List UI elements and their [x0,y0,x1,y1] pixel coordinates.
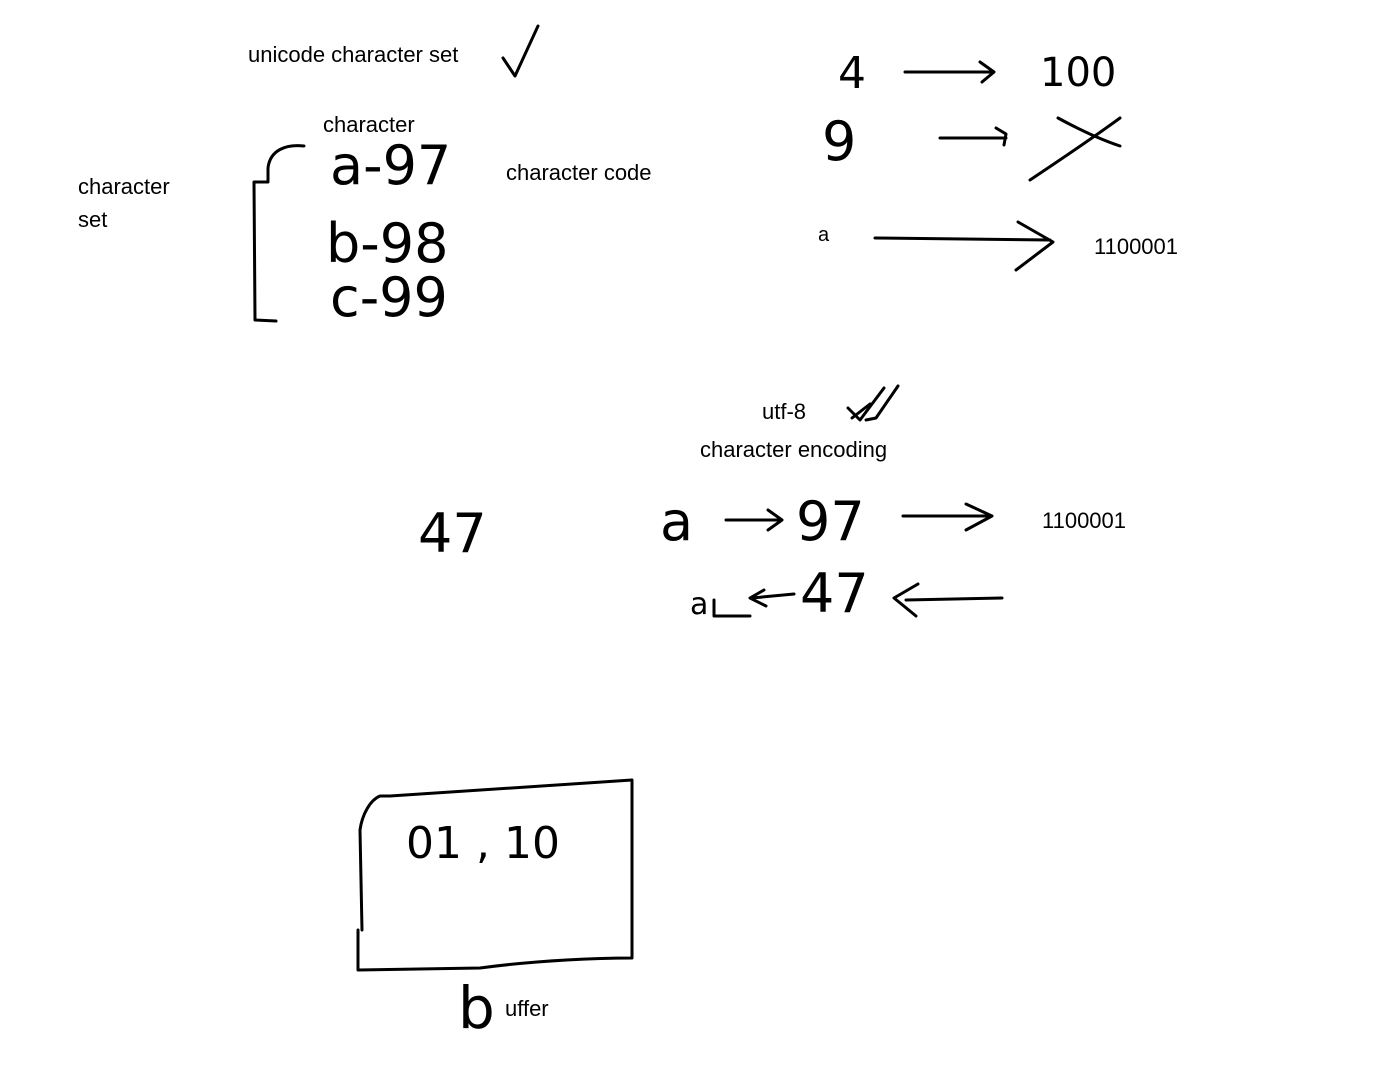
character-set-label-line1: character [78,174,170,199]
a-back-underline [714,600,750,616]
character-label: character [323,112,415,137]
character-set-label-line2: set [78,207,108,232]
brace-shape [254,146,304,321]
handwritten-b-98: b-98 [326,212,449,275]
binary-top-label: 1100001 [1094,234,1179,259]
handwritten-47-back: 47 [800,562,869,625]
arrow-a-to-binary [875,222,1053,270]
character-encoding-label: character encoding [700,437,888,462]
binary-middle-label: 1100001 [1042,508,1127,533]
buffer-content: 01 , 10 [406,818,560,869]
handwritten-47: 47 [418,502,487,565]
handwritten-97: 97 [796,490,865,553]
unicode-character-set-label: unicode character set [248,42,459,67]
a-label: a [818,224,830,246]
arrow-binary-to-47 [894,584,1002,616]
arrow-4-to-100 [905,62,994,82]
handwritten-c-99: c-99 [330,266,448,329]
handwritten-a-97: a-97 [330,134,452,197]
handwritten-100: 100 [1040,50,1117,96]
arrow-97-to-binary [903,504,992,530]
character-code-label: character code [506,160,652,185]
arrow-a-to-97 [726,510,782,530]
buffer-box [358,780,632,970]
handwritten-9: 9 [822,110,857,173]
checkmark-icon [503,26,538,76]
crossout-mark [1030,118,1120,180]
double-check-icon [848,386,898,420]
utf8-label: utf-8 [762,399,807,424]
arrow-47-to-a [750,590,794,606]
handwritten-4: 4 [838,48,866,99]
handwritten-a: a [660,490,694,553]
handwritten-a-back: a [690,587,709,622]
uffer-label: uffer [505,996,549,1021]
handwritten-b: b [458,974,495,1042]
arrow-9 [940,128,1006,145]
